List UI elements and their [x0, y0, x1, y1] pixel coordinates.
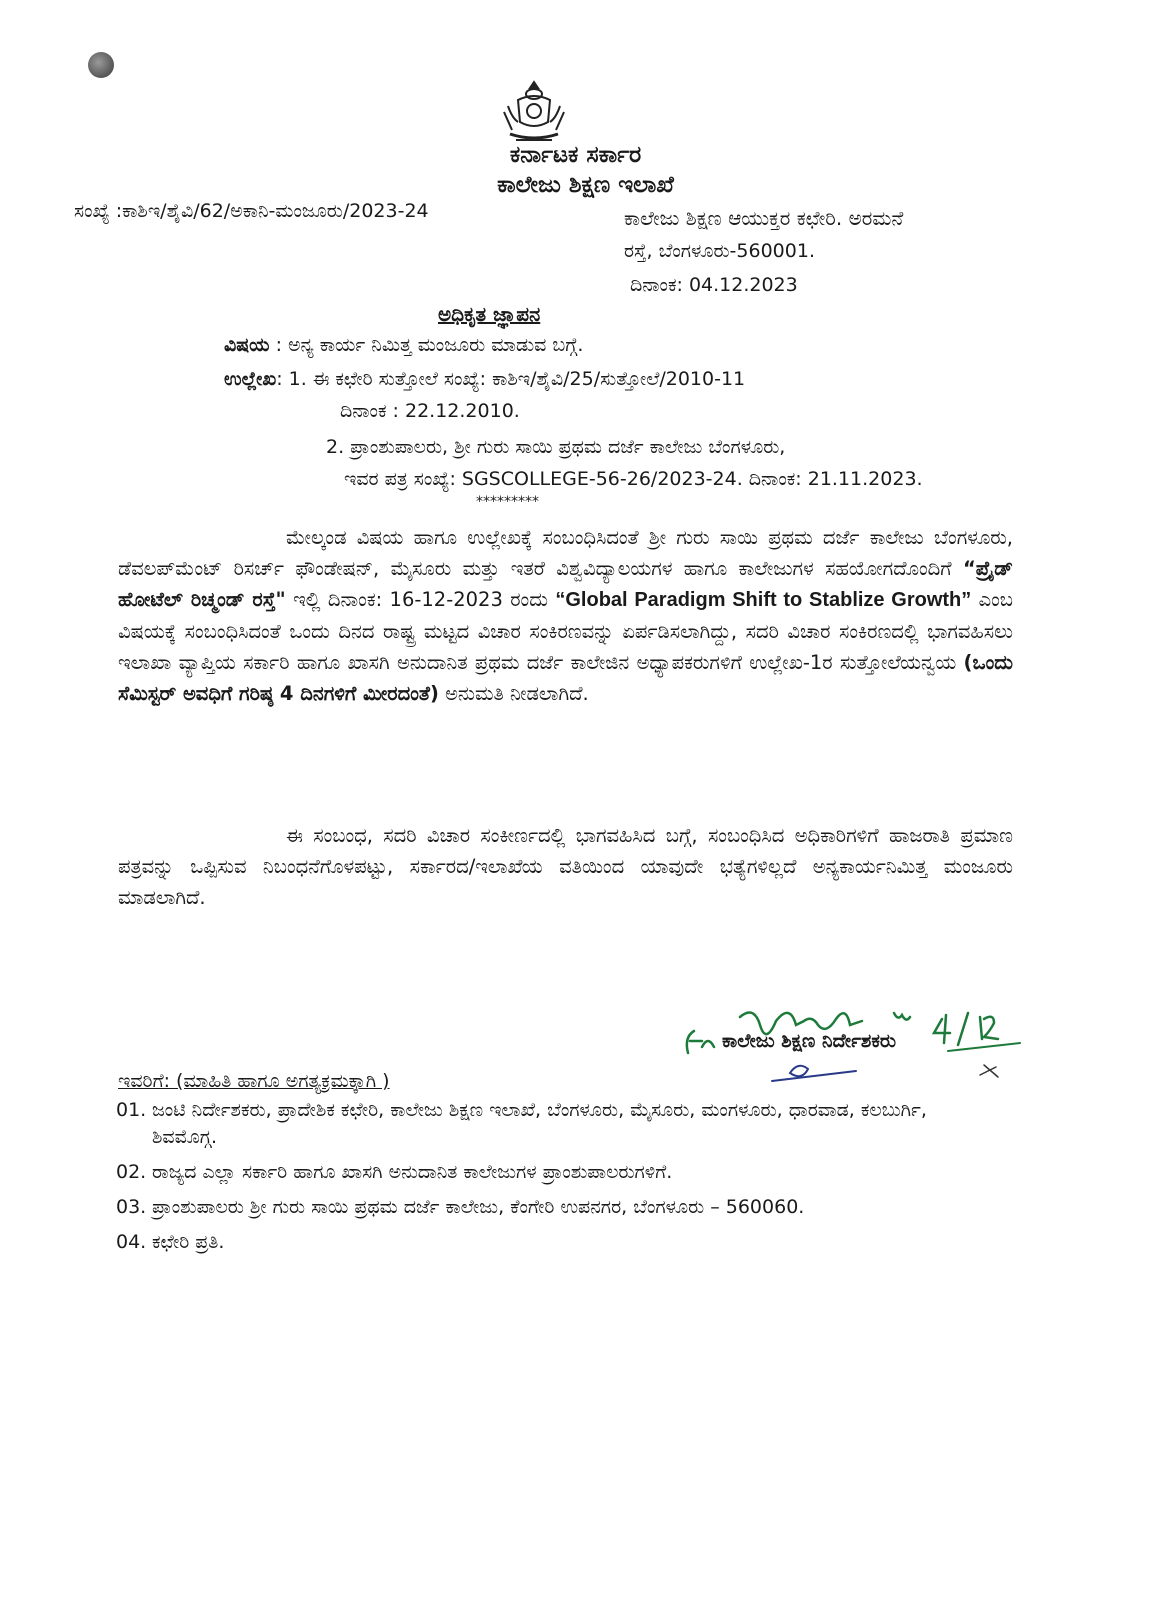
paragraph-1-part-d: ಅನುಮತಿ ನೀಡಲಾಗಿದೆ.	[438, 682, 589, 705]
subject-label: ವಿಷಯ	[224, 334, 270, 356]
seminar-topic: “Global Paradigm Shift to Stablize Growth”	[555, 589, 972, 611]
reference-2-line2: ಇವರ ಪತ್ರ ಸಂಖ್ಯೆ: SGSCOLLEGE-56-26/2023-24. ದಿನಾಂಕ: 21.11.2023.	[344, 468, 923, 490]
recipient-text: ಕಛೇರಿ ಪ್ರತಿ.	[152, 1231, 225, 1253]
body-paragraph-1	[118, 522, 1013, 709]
recipient-item	[116, 1159, 976, 1186]
paragraph-1-part-b: ಇಲ್ಲಿ ದಿನಾಂಕ: 16-12-2023 ರಂದು	[285, 588, 556, 611]
department-title: ಕಾಲೇಜು ಶಿಕ್ಷಣ ಇಲಾಖೆ	[497, 172, 674, 198]
body-paragraph-2: ಈ ಸಂಬಂಧ, ಸದರಿ ವಿಚಾರ ಸಂಕೀರ್ಣದಲ್ಲಿ ಭಾಗವಹಿಸಿದ ಬಗ್ಗೆ, ಸಂಬಂಧಿಸಿದ ಅಧಿಕಾರಿಗಳಿಗೆ ಹಾಜರಾತಿ ಪ್ರಮಾಣ ಪತ್ರವನ್ನು ಒಪ್ಪಿಸುವ ನಿಬಂಧನೆಗೊಳಪಟ್ಟು, ಸರ್ಕಾರದ/ಇಲಾಖೆಯ ವತಿಯಿಂದ ಯಾವುದೇ ಭತ್ಯೆಗಳಿಲ್ಲದೆ ಅನ್ಯಕಾರ್ಯನಿಮಿತ್ತ ಮಂಜೂರು ಮಾಡಲಾಗಿದೆ.	[118, 824, 1013, 909]
subject-text: : ಅನ್ಯ ಕಾರ್ಯ ನಿಮಿತ್ತ ಮಂಜೂರು ಮಾಡುವ ಬಗ್ಗೆ.	[275, 334, 584, 356]
recipient-item	[116, 1097, 976, 1151]
government-title: ಕರ್ನಾಟಕ ಸರ್ಕಾರ	[509, 142, 642, 168]
recipient-text: ರಾಜ್ಯದ ಎಲ್ಲಾ ಸರ್ಕಾರಿ ಹಾಗೂ ಖಾಸಗಿ ಅನುದಾನಿತ ಕಾಲೇಜುಗಳ ಪ್ರಾಂಶುಪಾಲರುಗಳಿಗೆ.	[152, 1161, 673, 1183]
recipient-text: ಜಂಟಿ ನಿರ್ದೇಶಕರು, ಪ್ರಾದೇಶಿಕ ಕಛೇರಿ, ಕಾಲೇಜು ಶಿಕ್ಷಣ ಇಲಾಖೆ, ಬೆಂಗಳೂರು, ಮೈಸೂರು, ಮಂಗಳೂರು, ಧಾರವಾಡ, ಕಲಬುರ್ಗಿ, ಶಿವಮೊಗ್ಗ.	[152, 1099, 927, 1148]
office-address-line2: ರಸ್ತೆ, ಬೆಂಗಳೂರು-560001.	[624, 240, 815, 262]
reference-number: ಸಂಖ್ಯೆ :ಕಾಶಿಇ/ಶೈವಿ/62/ಅಕಾನಿ-ಮಂಜೂರು/2023-24	[74, 200, 429, 222]
recipient-number: 04.	[116, 1231, 147, 1253]
recipient-item	[116, 1194, 976, 1221]
state-emblem-icon	[498, 78, 570, 148]
venue-name: “ಪ್ರೈಡ್ ಹೋಟೆಲ್ ರಿಚ್ಮಂಡ್ ರಸ್ತೆ"	[118, 557, 1013, 611]
recipient-text: ಪ್ರಾಂಶುಪಾಲರು ಶ್ರೀ ಗುರು ಸಾಯಿ ಪ್ರಥಮ ದರ್ಜೆ ಕಾಲೇಜು, ಕೆಂಗೇರಿ ಉಪನಗರ, ಬೆಂಗಳೂರು – 560060.	[152, 1196, 805, 1218]
recipients-list	[116, 1097, 976, 1264]
signatory-designation: ಕಾಲೇಜು ಶಿಕ್ಷಣ ನಿರ್ದೇಶಕರು	[722, 1030, 896, 1052]
reference-label: ಉಲ್ಲೇಖ	[224, 368, 277, 390]
order-date: ದಿನಾಂಕ: 04.12.2023	[630, 274, 798, 296]
paragraph-1-part-a: ಮೇಲ್ಕಂಡ ವಿಷಯ ಹಾಗೂ ಉಲ್ಲೇಖಕ್ಕೆ ಸಂಬಂಧಿಸಿದಂತೆ ಶ್ರೀ ಗುರು ಸಾಯಿ ಪ್ರಥಮ ದರ್ಜೆ ಕಾಲೇಜು ಬೆಂಗಳೂರು, ಡೆವಲಪ್‌ಮೆಂಟ್ ರಿಸರ್ಚ್ ಫೌಂಡೇಷನ್, ಮೈಸೂರು ಮತ್ತು ಇತರೆ ವಿಶ್ವವಿದ್ಯಾಲಯಗಳ ಹಾಗೂ ಕಾಲೇಜುಗಳ ಸಹಯೋಗದೊಂದಿಗೆ	[118, 526, 1013, 580]
subject-line	[224, 334, 583, 356]
recipient-number: 01.	[116, 1099, 147, 1121]
reference-1-text: : 1. ಈ ಕಛೇರಿ ಸುತ್ತೋಲೆ ಸಂಖ್ಯೆ: ಕಾಶಿಇ/ಶೈವಿ/25/ಸುತ್ತೋಲೆ/2010-11	[276, 368, 746, 390]
recipient-item	[116, 1229, 976, 1256]
recipient-number: 02.	[116, 1161, 147, 1183]
recipient-number: 03.	[116, 1196, 147, 1218]
recipients-title: ಇವರಿಗೆ: (ಮಾಹಿತಿ ಹಾಗೂ ಅಗತ್ಯಕ್ರಮಕ್ಕಾಗಿ )	[118, 1070, 390, 1092]
paragraph-1-part-c: ಎಂಬ ವಿಷಯಕ್ಕೆ ಸಂಬಂಧಿಸಿದಂತೆ ಒಂದು ದಿನದ ರಾಷ್ಟ್ರ ಮಟ್ಟದ ವಿಚಾರ ಸಂಕಿರಣವನ್ನು ಏರ್ಪಡಿಸಲಾಗಿದ್ದು, ಸದರಿ ವಿಚಾರ ಸಂಕಿರಣದಲ್ಲಿ ಭಾಗವಹಿಸಲು ಇಲಾಖಾ ವ್ಯಾಪ್ತಿಯ ಸರ್ಕಾರಿ ಹಾಗೂ ಖಾಸಗಿ ಅನುದಾನಿತ ಪ್ರಥಮ ದರ್ಜೆ ಕಾಲೇಜಿನ ಅಧ್ಯಾಪಕರುಗಳಿಗೆ ಉಲ್ಲೇಖ-1ರ ಸುತ್ತೋಲೆಯನ್ವಯ	[118, 588, 1014, 674]
memo-title: ಅಧಿಕೃತ ಜ್ಞಾಪನ	[438, 302, 541, 326]
reference-1-date: ದಿನಾಂಕ : 22.12.2010.	[340, 400, 520, 422]
separator-stars: *********	[476, 494, 539, 510]
punch-hole	[88, 52, 114, 78]
reference-2-line1: 2. ಪ್ರಾಂಶುಪಾಲರು, ಶ್ರೀ ಗುರು ಸಾಯಿ ಪ್ರಥಮ ದರ್ಜೆ ಕಾಲೇಜು ಬೆಂಗಳೂರು,	[326, 436, 786, 458]
reference-line-1	[224, 368, 745, 390]
office-address-line1: ಕಾಲೇಜು ಶಿಕ್ಷಣ ಆಯುಕ್ತರ ಕಛೇರಿ. ಅರಮನೆ	[624, 206, 904, 230]
leave-condition: (ಒಂದು ಸೆಮಿಸ್ಟರ್ ಅವಧಿಗೆ ಗರಿಷ್ಠ 4 ದಿನಗಳಿಗೆ ಮೀರದಂತೆ)	[118, 651, 1013, 705]
